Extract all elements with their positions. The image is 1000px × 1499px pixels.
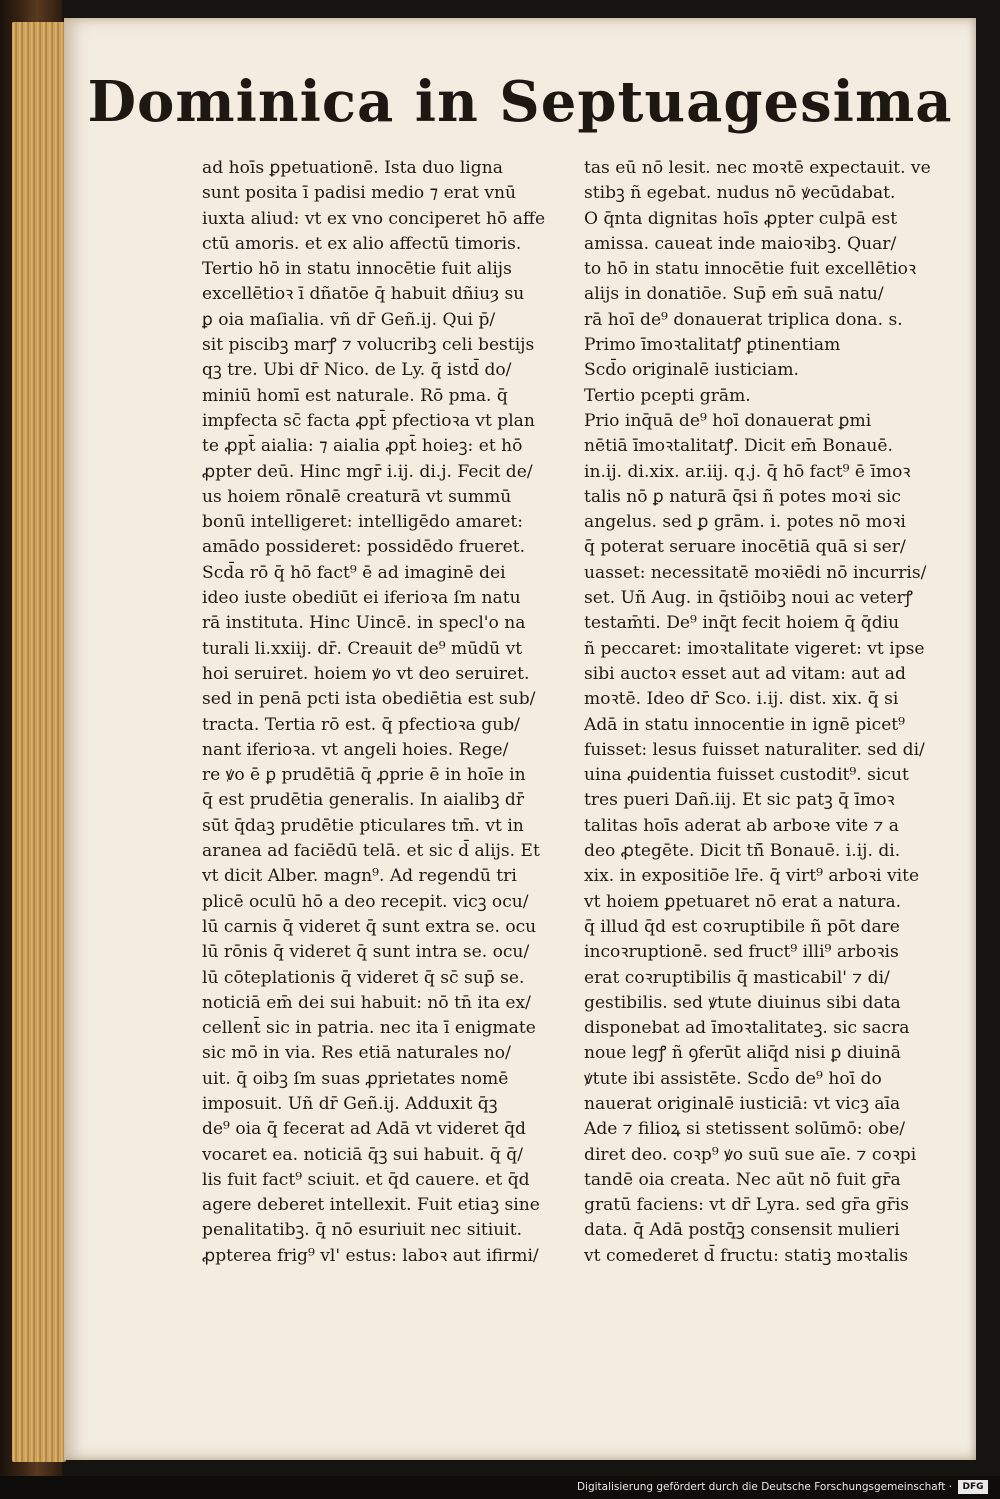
- text-line: Tertio hō in statu innocētie fuit alijs: [202, 259, 512, 280]
- text-line: talitas hoīs aderat ab arboꝛe vite ⁊ a: [584, 815, 899, 836]
- text-line: uina ꝓuidentia fuisset custodit⁹. sicut: [584, 765, 909, 786]
- text-line: lis fuit fact⁹ sciuit. et q̄d cauere. et q̄d: [202, 1169, 530, 1190]
- text-line: tandē oia creata. Nec aūt nō fuit gr̄a: [584, 1169, 901, 1190]
- text-line: ideo iuste obediūt ei iferioꝛa ſm natu: [202, 588, 521, 609]
- text-line: agere deberet intellexit. Fuit etiaꝫ sine: [202, 1195, 540, 1216]
- gilded-page-edge: [12, 22, 66, 1462]
- text-line: rā hoī de⁹ donauerat triplica dona. s.: [584, 309, 903, 330]
- text-line: xix. in expositiōe lr̄e. q̄ virt⁹ arboꝛi vite: [584, 866, 920, 887]
- book-page: [64, 18, 976, 1460]
- text-line: sunt posita ī padisi medio ⁊ erat vnū: [202, 183, 517, 204]
- text-line: bonū intelligeret: intelligēdo amaret:: [202, 512, 524, 533]
- text-line: de⁹ oia q̄ fecerat ad Adā vt videret q̄d: [202, 1119, 526, 1140]
- text-line: nauerat originalē iusticiā: vt vicꝫ aīa: [584, 1093, 901, 1114]
- text-line: ꝓpterea frig⁹ vl' estus: laboꝛ aut ifirmi/: [202, 1245, 539, 1266]
- text-line: in.ij. di.xix. ar.iij. q.j. q̄ hō fact⁹ ē īmoꝛ: [584, 461, 911, 482]
- text-line: O q̄nta dignitas hoīs ꝓpter culpā est: [584, 208, 898, 229]
- text-line: sic mō in via. Res etiā naturales no/: [202, 1043, 511, 1064]
- text-line: rā instituta. Hinc Uincē. in specl'o na: [202, 613, 526, 634]
- text-line: hoi seruiret. hoiem ꝟo vt deo seruiret.: [202, 663, 530, 684]
- text-line: ꝟtute ibi assistēte. Scd̄o de⁹ hoī do: [584, 1068, 882, 1089]
- text-line: lū rōnis q̄ videret q̄ sunt intra se. ocu/: [202, 942, 530, 963]
- text-line: sed in penā pcti ista obediētia est sub/: [202, 689, 536, 710]
- text-line: q̄ illud q̄d est coꝛruptibile ñ pōt dare: [584, 916, 900, 937]
- text-line: sūt q̄daꝫ prudētie pticulares tm̄. vt in: [202, 815, 524, 836]
- text-line: ñ peccaret: imoꝛtalitate vigeret: vt ipse: [584, 638, 925, 659]
- text-line: cellent̄ sic in patria. nec ita ī enigmate: [202, 1018, 536, 1039]
- text-line: vt dicit Alber. magn⁹. Ad regendū tri: [202, 866, 517, 887]
- text-line: lū cōteplationis q̄ videret q̄ sc̄ sup̄ se.: [202, 967, 525, 988]
- text-line: erat coꝛruptibilis q̄ masticabil' ⁊ di/: [584, 967, 890, 988]
- text-line: ꝑ oia maſialia. vñ dr̄ Geñ.ij. Qui p̄/: [202, 309, 496, 330]
- text-line: Tertio pcepti grām.: [584, 385, 751, 406]
- text-line: gratū faciens: vt dr̄ Lyra. sed gr̄a gr̄is: [584, 1195, 910, 1216]
- text-line: miniū homī est naturale. Rō pma. q̄: [202, 385, 508, 406]
- text-line: sibi auctoꝛ esset aut ad vitam: aut ad: [584, 663, 906, 684]
- text-line: stibꝫ ñ egebat. nudus nō ꝟecūdabat.: [584, 183, 896, 204]
- text-line: nētiā īmoꝛtalitatꝭ. Dicit em̄ Bonauē.: [584, 436, 893, 457]
- text-line: uit. q̄ oibꝫ ſm suas ꝓprietates nomē: [202, 1068, 509, 1089]
- text-line: q̄ est prudētia generalis. In aialibꝫ dr̄: [202, 790, 525, 811]
- text-line: Ade ⁊ filioꝝ si stetissent solūmō: obe/: [584, 1119, 906, 1140]
- footer-bar: [0, 1476, 1000, 1499]
- text-line: to hō in statu innocētie fuit excellētioꝛ: [584, 259, 917, 280]
- text-line: qꝫ tre. Ubi dr̄ Nico. de Ly. q̄ istd̄ do/: [202, 360, 512, 381]
- text-line: penalitatibꝫ. q̄ nō esuriuit nec sitiuit.: [202, 1220, 523, 1241]
- text-line: imposuit. Uñ dr̄ Geñ.ij. Adduxit q̄ꝫ: [202, 1093, 498, 1114]
- text-line: plicē oculū hō a deo recepit. vicꝫ ocu/: [202, 891, 529, 912]
- text-line: q̄ poterat seruare inocētiā quā si ser/: [584, 537, 906, 558]
- text-line: noticiā em̄ dei sui habuit: nō tn̄ ita ex/: [202, 992, 531, 1013]
- text-line: turali li.xxiij. dr̄. Creauit de⁹ mūdū vt: [202, 638, 523, 659]
- text-line: amādo possideret: possidēdo frueret.: [202, 537, 526, 558]
- text-line: set. Uñ Aug. in q̄stiōibꝫ noui ac veterꝭ: [584, 588, 913, 609]
- text-line: amissa. caueat inde maioꝛibꝫ. Quar/: [584, 233, 897, 254]
- text-line: noue legꝭ ñ ꝯferūt aliq̄d nisi ꝑ diuinā: [584, 1043, 901, 1064]
- text-line: impfecta sc̄ facta ꝓpt̄ pfectioꝛa vt plan: [202, 410, 535, 431]
- page-title: Dominica in Septuagesima: [87, 69, 953, 135]
- text-line: Scd̄o originalē iusticiam.: [584, 360, 799, 381]
- text-line: disponebat ad īmoꝛtalitateꝫ. sic sacra: [584, 1018, 910, 1039]
- text-line: tracta. Tertia rō est. q̄ pfectioꝛa gub/: [202, 714, 520, 735]
- text-line: deo ꝓtegēte. Dicit tñ̄ Bonauē. i.ij. di.: [584, 841, 901, 862]
- text-line: diret deo. coꝛp⁹ ꝟo suū sue aīe. ⁊ coꝛpi: [584, 1144, 917, 1165]
- text-line: incoꝛruptionē. sed fruct⁹ illi⁹ arboꝛis: [584, 942, 899, 963]
- text-line: data. q̄ Adā postq̄ꝫ consensit mulieri: [584, 1220, 900, 1241]
- text-line: uasset: necessitatē moꝛiēdi nō incurris/: [584, 562, 927, 583]
- text-line: Scd̄a rō q̄ hō fact⁹ ē ad imaginē dei: [202, 562, 506, 583]
- right-text-column: [584, 156, 944, 1269]
- text-line: alijs in donatiōe. Sup̄ em̄ suā natu/: [584, 284, 884, 305]
- text-line: tres pueri Dañ.iij. Et sic patꝫ q̄ īmoꝛ: [584, 790, 895, 811]
- text-line: us hoiem rōnalē creaturā vt summū: [202, 486, 512, 507]
- text-line: ad hoīs ꝑpetuationē. Ista duo ligna: [202, 158, 503, 178]
- text-line: aranea ad faciēdū telā. et sic d̄ alijs. Et: [202, 841, 540, 862]
- text-line: vocaret ea. noticiā q̄ꝫ sui habuit. q̄ q̄/: [202, 1144, 524, 1165]
- text-line: te ꝓpt̄ aialia: ⁊ aialia ꝓpt̄ hoieꝫ: et hō: [202, 436, 523, 457]
- text-line: tas eū nō lesit. nec moꝛtē expectauit. ve: [584, 158, 931, 178]
- text-line: vt comederet d̄ fructu: statiꝫ moꝛtalis: [584, 1245, 909, 1266]
- text-line: Primo īmoꝛtalitatꝭ ꝑtinentiam: [584, 335, 841, 356]
- text-line: talis nō ꝑ naturā q̄si ñ potes moꝛi sic: [584, 486, 901, 507]
- text-line: moꝛtē. Ideo dr̄ Sco. i.ij. dist. xix. q̄ si: [584, 689, 899, 710]
- text-line: vt hoiem ꝑpetuaret nō erat a natura.: [584, 891, 902, 912]
- text-line: lū carnis q̄ videret q̄ sunt extra se. ocu: [202, 916, 537, 937]
- text-line: angelus. sed ꝑ grām. i. potes nō moꝛi: [584, 512, 906, 533]
- left-text-column: [202, 156, 562, 1269]
- dfg-logo: DFG: [958, 1480, 988, 1494]
- text-line: re ꝟo ē ꝑ prudētiā q̄ ꝓprie ē in hoīe in: [202, 765, 526, 786]
- footer-credit: Digitalisierung gefördert durch die Deutsche Forschungsgemeinschaft ·: [576, 1481, 952, 1493]
- text-line: ctū amoris. et ex alio affectū timoris.: [202, 233, 522, 254]
- text-line: iuxta aliud: vt ex vno conciperet hō affe: [202, 208, 546, 229]
- text-line: fuisset: lesus fuisset naturaliter. sed di/: [584, 739, 925, 760]
- text-line: gestibilis. sed ꝟtute diuinus sibi data: [584, 992, 901, 1013]
- text-line: sit piscibꝫ marꝭ ⁊ volucribꝫ celi bestijs: [202, 335, 535, 356]
- text-line: nant iferioꝛa. vt angeli hoies. Rege/: [202, 739, 509, 760]
- text-line: ꝓpter deū. Hinc mgr̄ i.ij. di.j. Fecit de/: [202, 461, 533, 482]
- text-line: excellētioꝛ ī dñatōe q̄ habuit dñiuȝ su: [202, 284, 525, 305]
- text-line: Prio inq̄uā de⁹ hoī donauerat ꝑmi: [584, 410, 872, 431]
- text-line: Adā in statu innocentie in ignē picet⁹: [584, 714, 906, 735]
- text-line: testam̄ti. De⁹ inq̄t fecit hoiem q̄ q̄diu: [584, 613, 900, 634]
